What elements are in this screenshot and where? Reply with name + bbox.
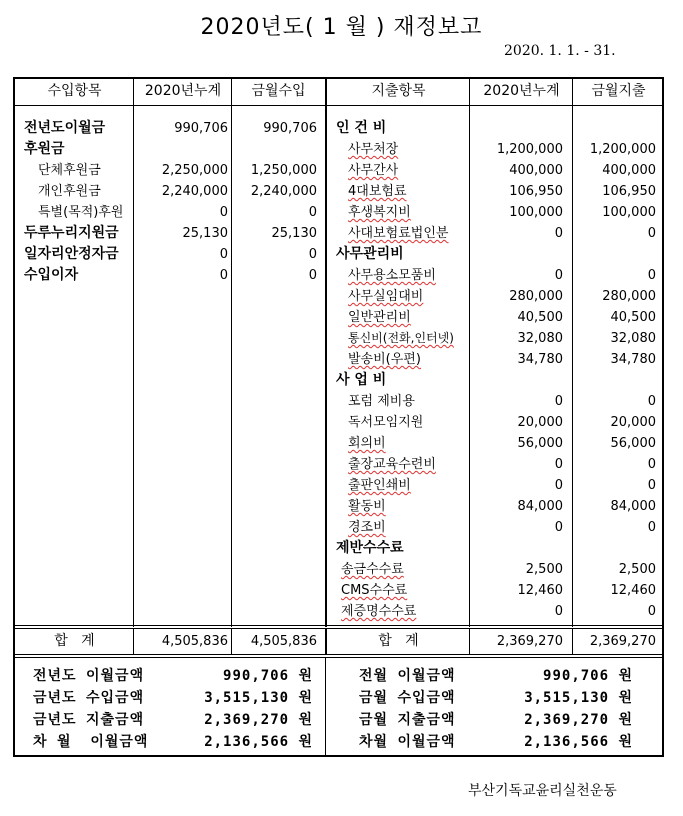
income-label: 단체후원금 [38, 163, 101, 178]
income-month: 0 [308, 268, 317, 283]
expense-ytd: 0 [554, 226, 563, 241]
expense-month: 2,500 [618, 562, 656, 577]
income-label: 개인후원금 [38, 184, 101, 199]
income-ytd: 0 [219, 268, 228, 283]
summary-right-label: 전월 이월금액 [359, 668, 456, 684]
header-expense-item: 지출항목 [371, 83, 426, 99]
expense-label: CMS수수료 [341, 583, 408, 598]
summary-right-value: 2,369,270 원 [524, 712, 633, 728]
expense-label: 사무실임대비 [348, 289, 424, 304]
expense-total-label: 합 계 [378, 633, 419, 649]
expense-label: 회의비 [348, 436, 386, 451]
expense-month: 0 [647, 226, 656, 241]
expense-ytd: 0 [554, 268, 563, 283]
expense-ytd: 0 [554, 478, 563, 493]
page-title: 2020년도( 1 월 ) 재정보고 [200, 15, 483, 40]
income-ytd: 0 [219, 247, 228, 262]
income-month: 0 [308, 205, 317, 220]
income-label: 두루누리지원금 [24, 225, 119, 241]
summary-left-label: 차 월 이월금액 [33, 734, 149, 750]
income-month: 1,250,000 [250, 163, 317, 178]
summary-left-value: 2,369,270 원 [204, 712, 313, 728]
expense-label: 독서모임지원 [348, 415, 424, 430]
income-total-month: 4,505,836 [250, 634, 317, 649]
expense-label: 활동비 [348, 499, 386, 514]
expense-total-month: 2,369,270 [589, 634, 656, 649]
expense-label: 발송비(우편) [348, 352, 421, 367]
report-period: 2020. 1. 1. - 31. [504, 43, 616, 59]
expense-label: 경조비 [348, 520, 386, 535]
expense-ytd: 12,460 [517, 583, 563, 598]
expense-category: 제반수수료 [336, 540, 404, 556]
expense-ytd: 0 [554, 520, 563, 535]
income-total-ytd: 4,505,836 [161, 634, 228, 649]
header-expense-month: 금월지출 [591, 83, 646, 99]
expense-month: 0 [647, 604, 656, 619]
income-ytd: 990,706 [174, 121, 228, 136]
income-month: 25,130 [271, 226, 317, 241]
expense-month: 20,000 [610, 415, 656, 430]
expense-label: 사무용소모품비 [348, 268, 436, 283]
expense-month: 0 [647, 478, 656, 493]
expense-label: 사대보험료법인분 [348, 226, 449, 241]
expense-month: 40,500 [610, 310, 656, 325]
summary-left-label: 금년도 지출금액 [33, 712, 145, 728]
summary-right-label: 차월 이월금액 [359, 734, 456, 750]
col-divider-mid-c [325, 657, 326, 757]
col-divider-mid-a [325, 79, 329, 627]
header-expense-ytd: 2020년누계 [483, 83, 560, 99]
expense-ytd: 32,080 [517, 331, 563, 346]
expense-ytd: 1,200,000 [496, 142, 563, 157]
expense-ytd: 84,000 [517, 499, 563, 514]
expense-ytd: 34,780 [517, 352, 563, 367]
income-total-label: 합 계 [54, 633, 95, 649]
expense-ytd: 280,000 [509, 289, 563, 304]
expense-label: 일반관리비 [348, 310, 411, 325]
summary-right-value: 990,706 원 [543, 668, 633, 684]
summary-right-value: 3,515,130 원 [524, 690, 633, 706]
expense-label: 통신비(전화,인터넷) [348, 331, 454, 345]
income-month: 2,240,000 [250, 184, 317, 199]
summary-right-label: 금월 수입금액 [359, 690, 456, 706]
income-label: 후원금 [24, 141, 65, 157]
header-income-month: 금월수입 [251, 83, 306, 99]
organization-name: 부산기독교윤리실천운동 [468, 783, 617, 799]
expense-month: 84,000 [610, 499, 656, 514]
expense-ytd: 100,000 [509, 205, 563, 220]
expense-category: 인 건 비 [336, 120, 387, 136]
expense-ytd: 20,000 [517, 415, 563, 430]
summary-right-label: 금월 지출금액 [359, 712, 456, 728]
income-ytd: 0 [219, 205, 228, 220]
expense-month: 1,200,000 [589, 142, 656, 157]
summary-right-value: 2,136,566 원 [524, 734, 633, 750]
expense-month: 32,080 [610, 331, 656, 346]
header-income-ytd: 2020년누계 [144, 83, 222, 99]
income-month: 0 [308, 247, 317, 262]
expense-month: 56,000 [610, 436, 656, 451]
income-label: 일자리안정자금 [24, 246, 119, 262]
expense-month: 0 [647, 268, 656, 283]
expense-label: 포럼 제비용 [348, 394, 415, 409]
expense-category: 사 업 비 [336, 372, 387, 388]
summary-left-value: 2,136,566 원 [204, 734, 313, 750]
income-label: 수입이자 [24, 267, 79, 283]
expense-label: 출판인쇄비 [348, 478, 411, 493]
income-month: 990,706 [263, 121, 317, 136]
expense-month: 106,950 [602, 184, 656, 199]
body-divider [15, 625, 662, 629]
finance-table [13, 77, 664, 757]
income-ytd: 25,130 [182, 226, 228, 241]
income-label: 전년도이월금 [24, 120, 106, 136]
expense-month: 12,460 [610, 583, 656, 598]
income-ytd: 2,250,000 [161, 163, 228, 178]
expense-month: 34,780 [610, 352, 656, 367]
expense-month: 400,000 [602, 163, 656, 178]
expense-label: 제증명수수료 [341, 604, 417, 619]
expense-label: 사무처장 [348, 142, 399, 157]
expense-label: 사무간사 [348, 163, 399, 178]
expense-month: 100,000 [602, 205, 656, 220]
expense-ytd: 0 [554, 457, 563, 472]
expense-ytd: 2,500 [525, 562, 563, 577]
expense-month: 0 [647, 457, 656, 472]
summary-left-label: 전년도 이월금액 [33, 668, 145, 684]
summary-left-value: 990,706 원 [223, 668, 313, 684]
expense-ytd: 106,950 [509, 184, 563, 199]
expense-ytd: 0 [554, 394, 563, 409]
expense-month: 280,000 [602, 289, 656, 304]
expense-ytd: 56,000 [517, 436, 563, 451]
header-divider [15, 105, 662, 106]
header-income-item: 수입항목 [47, 83, 102, 99]
expense-month: 0 [647, 394, 656, 409]
expense-total-ytd: 2,369,270 [496, 634, 563, 649]
income-label: 특별(목적)후원 [38, 205, 124, 220]
income-ytd: 2,240,000 [161, 184, 228, 199]
expense-month: 0 [647, 520, 656, 535]
expense-ytd: 40,500 [517, 310, 563, 325]
expense-label: 출장교육수련비 [348, 457, 436, 472]
expense-ytd: 400,000 [509, 163, 563, 178]
summary-left-label: 금년도 수입금액 [33, 690, 145, 706]
expense-category: 사무관리비 [336, 246, 404, 262]
expense-label: 후생복지비 [348, 205, 411, 220]
expense-ytd: 0 [554, 604, 563, 619]
expense-label: 4대보험료 [348, 184, 407, 199]
expense-label: 송금수수료 [341, 562, 404, 577]
totals-divider [15, 654, 662, 658]
summary-left-value: 3,515,130 원 [204, 690, 313, 706]
